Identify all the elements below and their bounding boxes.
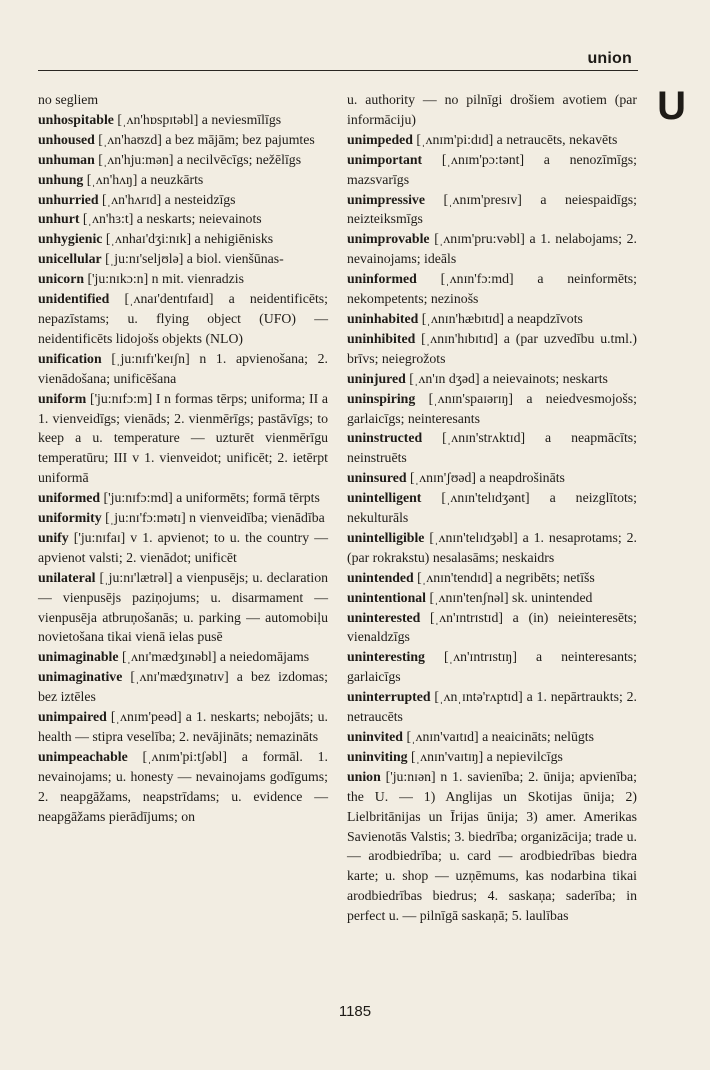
entry-headword: uninformed [347,271,417,287]
entry-definition: [ˌʌnɪm'peəd] a 1. neskarts; nebojāts; u. health — stipra veselība; 2. nevājināts; nemazināts [38,709,328,744]
entry-headword: unhurried [38,191,99,207]
continuation-text: no segliem [38,92,99,107]
entry-definition: [ˌʌnɪn'fɔ:md] a neinformēts; nekompetents; nezinošs [347,271,638,307]
left-column [38,90,328,827]
dictionary-entry [347,309,637,329]
dictionary-entry [347,130,637,150]
dictionary-entry [38,647,328,667]
dictionary-entry [347,747,637,767]
dictionary-entry [347,488,637,528]
entry-headword: uninterrupted [347,689,431,705]
dictionary-entry [38,528,328,568]
thumb-index-letter: U [657,84,686,128]
dictionary-entry [38,249,328,269]
entry-definition: [ˌʌn'ɪntrɪstɪŋ] a neinteresants; garlaicīgs [347,649,638,685]
entry-definition: [ˌʌnɪn'hɪbɪtɪd] a (par uzvedību u.tml.) brīvs; neiegrožots [347,330,637,366]
entry-definition: [ˌʌn'haʊzd] a bez mājām; bez pajumtes [98,131,315,147]
dictionary-entry [347,647,637,687]
entry-definition: [ˌʌn'hʌŋ] a neuzkārts [86,171,204,187]
dictionary-entry [38,568,328,648]
entry-headword: unimaginative [38,669,123,685]
entry-definition: [ˌʌn'ɪn dʒəd] a neievainots; neskarts [409,370,608,386]
entry-definition: [ˌʌnˌɪntə'rʌptɪd] a 1. nepārtraukts; 2. netraucēts [347,689,637,725]
entry-definition: ['ju:nɪən] n 1. savienība; 2. ūnija; apvienība; the U. — 1) Anglijas un Skotijas ūnija; 2) Lielbritānijas un Īrijas ūnija; 3) amer. Amerikas Savienotās Valstis; 3. biedrība; organizācija; trade u. — arodbiedrība; u. card — arodbiedrības biedra karte; u. shop — uzņēmums, kas nodarbina tikai arodbiedrības biedrus; 4. saskaņa; saderība; in perfect u. — pilnīgā saskaņā; 5. laulības [347,768,638,924]
entry-headword: unimpeachable [38,748,128,764]
entry-definition: [ˌʌnɪn'tenʃnəl] sk. unintended [429,589,593,605]
dictionary-entry [38,389,328,489]
dictionary-entry [38,130,328,150]
entry-definition: [ˌʌnɪn'telɪdʒənt] a neizglītots; nekulturāls [347,490,637,526]
entry-headword: unhospitable [38,111,114,127]
entry-definition: [ˌʌnɪn'strʌktɪd] a neapmācīts; neinstruēts [347,430,638,466]
entry-headword: unicorn [38,271,84,287]
dictionary-entry [38,110,328,130]
entry-headword: unimpeded [347,131,413,147]
entry-headword: unimportant [347,151,423,167]
dictionary-entry [38,209,328,229]
dictionary-entry [347,588,637,608]
entry-headword: unhurt [38,211,80,227]
entry-headword: uninvited [347,729,403,744]
dictionary-entry [347,369,637,389]
entry-definition: [ˌʌnɪn'tendɪd] a negribēts; netīšs [417,569,595,585]
entry-definition: [ˌʌn'hɒspɪtəbl] a neviesmīlīgs [117,111,282,127]
entry-headword: uninteresting [347,649,425,665]
entry-headword: unimaginable [38,649,119,665]
entry-definition: [ˌju:nɪ'seljʊlə] a biol. vienšūnas- [105,251,284,267]
entry-definition: [ˌju:nɪfɪ'keɪʃn] n 1. apvienošana; 2. vienādošana; unificēšana [38,350,328,386]
entry-definition: ['ju:nɪfaɪ] v 1. apvienot; to u. the country — apvienot valsti; 2. vienādot; unificēt [38,529,328,565]
dictionary-entry [38,229,328,249]
entry-definition: [ˌju:nɪ'fɔ:mətɪ] n vienveidība; vienādība [105,510,325,526]
entry-definition: [ˌʌnɪm'pru:vəbl] a 1. nelabojams; 2. nevainojams; ideāls [347,231,637,267]
entry-headword: unicellular [38,251,102,267]
entry-headword: unhoused [38,131,95,147]
entry-definition: [ˌʌnɪ'mædʒɪnəbl] a neiedomājams [121,649,310,665]
dictionary-entry [347,608,637,648]
dictionary-entry [347,727,637,747]
page-number: 1185 [338,1003,372,1020]
entry-headword: unhung [38,171,84,187]
dictionary-entry [347,428,637,468]
entry-definition: ['ju:nɪfɔ:md] a uniformēts; formā tērpts [103,490,320,506]
entry-headword: unintentional [347,589,426,605]
entry-definition: [ˌju:nɪ'lætrəl] a vienpusējs; u. declaration — vienpusējs paziņojums; u. disarmament — vienpusēja atbruņošanās; u. parking — automobiļu novietošana tikai vienā ielas pusē [38,569,328,645]
entry-headword: uninstructed [347,430,423,446]
entry-definition: [ˌʌnhaɪ'dʒi:nɪk] a nehigiēnisks [105,231,274,247]
dictionary-entry [38,747,328,827]
entry-definition: ['ju:nɪfɔ:m] I n formas tērps; uniforma; II a 1. vienveidīgs; vienāds; 2. vienmērīgs; pastāvīgs; to keep a u. temperature — uzturēt vienmērīgu temperatūru; III v 1. vienveidot; unificēt; 2. ietērpt uniformā [38,390,329,486]
running-head: union [587,50,632,67]
entry-headword: uniformed [38,490,101,506]
entry-headword: uninspiring [347,390,416,406]
dictionary-entry [38,349,328,389]
dictionary-entry [347,389,637,429]
entry-headword: unintended [347,569,414,585]
entry-headword: unilateral [38,569,96,585]
entry-definition: [ˌʌnɪn'spaɪərɪŋ] a neiedvesmojošs; garlaicīgs; neinteresants [347,390,638,426]
entry-definition: [ˌʌnɪm'presɪv] a neiespaidīgs; neizteiksmīgs [347,191,637,227]
entry-headword: union [347,768,381,784]
entry-headword: uninsured [347,470,407,486]
entry-definition: [ˌʌn'hɜ:t] a neskarts; neievainots [82,211,262,227]
entry-headword: unintelligible [347,529,425,545]
entry-definition: [ˌʌnɪn'vaɪtɪd] a neaicināts; nelūgts [406,729,594,744]
dictionary-entry [347,767,637,926]
entry-definition: [ˌʌnɪn'ʃʊəd] a neapdrošināts [410,470,565,486]
entry-headword: uninhibited [347,330,416,346]
entry-headword: uniformity [38,510,102,526]
dictionary-entry [347,568,637,588]
dictionary-entry [347,190,637,230]
dictionary-entry [347,528,637,568]
entry-headword: unimpaired [38,709,107,725]
right-column [347,90,637,926]
dictionary-entry [347,687,637,727]
dictionary-entry [38,269,328,289]
entry-headword: unhuman [38,151,95,167]
entry-definition: [ˌʌn'hʌrɪd] a nesteidzīgs [102,191,236,207]
entry-definition: [ˌʌnɪm'pɔ:tənt] a nenozīmīgs; mazsvarīgs [347,151,638,187]
dictionary-entry [347,150,637,190]
entry-definition: [ˌʌnɪ'mædʒɪnətɪv] a bez izdomas; bez iztēles [38,669,328,705]
entry-headword: unhygienic [38,231,103,247]
entry-headword: uninviting [347,748,408,764]
entry-headword: unimpressive [347,191,425,207]
entry-definition: [ˌʌnɪm'pi:tʃəbl] a formāl. 1. nevainojams; u. honesty — nevainojams godīgums; 2. neapgāžams, neapstrīdams; u. evidence — neapgāžams pierādījums; on [38,748,328,824]
entry-definition: ['ju:nɪkɔ:n] n mit. vienradzis [87,271,244,287]
dictionary-entry [38,508,328,528]
entry-definition: [ˌʌnɪn'hæbɪtɪd] a neapdzīvots [421,310,583,326]
entry-headword: uninhabited [347,310,419,326]
dictionary-entry [38,488,328,508]
entry-headword: uninjured [347,370,406,386]
dictionary-entry [38,289,328,349]
dictionary-entry [347,229,637,269]
dictionary-entry [38,170,328,190]
entry-definition: [ˌʌnɪm'pi:dɪd] a netraucēts, nekavēts [416,131,618,147]
dictionary-entry [38,707,328,747]
entry-headword: uniform [38,390,87,406]
entry-headword: unification [38,350,102,366]
continuation-text: u. authority — no pilnīgi drošiem avotiem (par informāciju) [347,92,637,127]
entry-definition: [ˌʌn'hju:mən] a necilvēcīgs; nežēlīgs [98,151,302,167]
header-rule [38,70,638,71]
entry-definition: [ˌʌnaɪ'dentɪfaɪd] a neidentificēts; nepazīstams; u. flying object (UFO) — neidentificēts lidojošs objekts (NLO) [38,291,328,346]
entry-definition: [ˌʌnɪn'telɪdʒəbl] a 1. nesaprotams; 2. (par rokrakstu) nesalasāms; neskaidrs [347,529,637,565]
dictionary-entry [38,150,328,170]
dictionary-entry [38,667,328,707]
dictionary-entry [347,269,637,309]
dictionary-entry [38,190,328,210]
entry-headword: unintelligent [347,490,422,506]
entry-headword: unimprovable [347,231,430,247]
entry-definition: [ˌʌnɪn'vaɪtɪŋ] a nepievilcīgs [411,748,563,764]
entry-headword: uninterested [347,609,421,625]
entry-headword: unidentified [38,291,110,307]
dictionary-entry [347,329,637,369]
entry-headword: unify [38,529,69,545]
dictionary-entry [347,468,637,488]
entry-definition: [ˌʌn'ɪntrɪstɪd] a (in) neieinteresēts; vienaldzīgs [347,609,637,645]
